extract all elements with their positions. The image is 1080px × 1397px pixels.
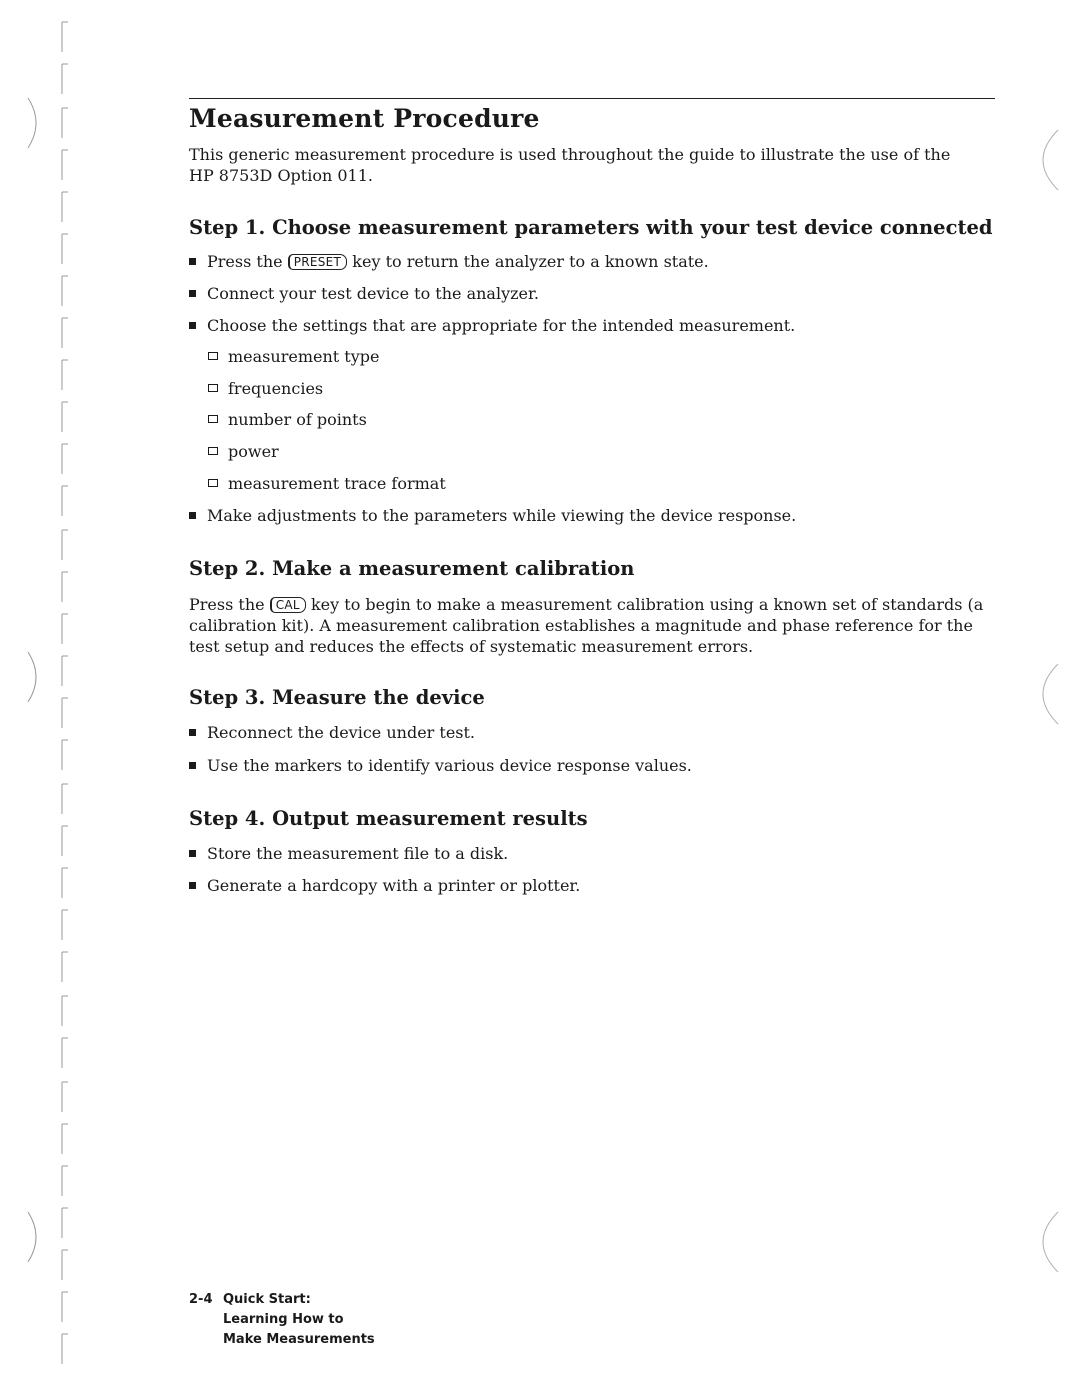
bullet-square-icon bbox=[189, 882, 196, 889]
bullet-text: Use the markers to identify various device response values. bbox=[207, 756, 692, 775]
page-footer bbox=[189, 1290, 375, 1350]
binder-hole-marks bbox=[1020, 0, 1080, 1397]
sub-item-power bbox=[208, 442, 279, 462]
bullet-square-icon bbox=[189, 512, 196, 519]
bullet-square-icon bbox=[189, 290, 196, 297]
bullet-text: Reconnect the device under test. bbox=[207, 723, 476, 742]
step3-bullet-markers bbox=[189, 756, 692, 776]
bullet-square-icon bbox=[189, 322, 196, 329]
bullet-text-post: key to return the analyzer to a known state. bbox=[352, 252, 709, 271]
footer-section: Quick Start: bbox=[223, 1292, 311, 1307]
cal-key: CAL bbox=[270, 597, 306, 613]
para-text-pre: Press the bbox=[189, 595, 265, 614]
step1-bullet-adjust bbox=[189, 506, 796, 526]
step3-heading: Step 3. Measure the device bbox=[189, 686, 485, 709]
intro-paragraph: This generic measurement procedure is used throughout the guide to illustrate the use of the HP 8753D Option 011. bbox=[189, 145, 951, 185]
footer-chapter-line2: Make Measurements bbox=[223, 1332, 375, 1347]
step4-bullet-store bbox=[189, 844, 508, 864]
page-number: 2-4 bbox=[189, 1292, 213, 1307]
sub-item-measurement-type bbox=[208, 347, 379, 367]
binder-margin-marks bbox=[0, 0, 80, 1397]
sub-item-number-of-points bbox=[208, 410, 367, 430]
hollow-square-icon bbox=[208, 447, 218, 455]
sub-item-text: frequencies bbox=[228, 379, 324, 398]
sub-item-frequencies bbox=[208, 379, 323, 399]
sub-item-text: measurement type bbox=[228, 347, 380, 366]
step1-bullet-settings bbox=[189, 316, 795, 336]
bullet-square-icon bbox=[189, 729, 196, 736]
bullet-text: Store the measurement file to a disk. bbox=[207, 844, 509, 863]
sub-item-trace-format bbox=[208, 474, 446, 494]
page-title: Measurement Procedure bbox=[189, 104, 540, 133]
title-rule bbox=[189, 98, 995, 99]
bullet-text: Make adjustments to the parameters while viewing the device response. bbox=[207, 506, 797, 525]
bullet-square-icon bbox=[189, 258, 196, 265]
footer-chapter-line1: Learning How to bbox=[223, 1312, 344, 1327]
step2-paragraph bbox=[189, 594, 989, 657]
hollow-square-icon bbox=[208, 384, 218, 392]
step3-bullet-reconnect bbox=[189, 723, 475, 743]
step2-heading: Step 2. Make a measurement calibration bbox=[189, 557, 635, 580]
step4-heading: Step 4. Output measurement results bbox=[189, 807, 588, 830]
bullet-square-icon bbox=[189, 850, 196, 857]
bullet-text: Generate a hardcopy with a printer or plotter. bbox=[207, 876, 581, 895]
sub-item-text: measurement trace format bbox=[228, 474, 446, 493]
para-text-post: key to begin to make a measurement calibration using a known set of standards (a calibration kit). A measurement calibration establishes a magnitude and phase reference for the test setup and reduces the effects of systematic measurement errors. bbox=[189, 595, 984, 656]
hollow-square-icon bbox=[208, 415, 218, 423]
step4-bullet-hardcopy bbox=[189, 876, 580, 896]
sub-item-text: power bbox=[228, 442, 279, 461]
hollow-square-icon bbox=[208, 352, 218, 360]
step1-bullet-connect bbox=[189, 284, 539, 304]
hollow-square-icon bbox=[208, 479, 218, 487]
bullet-text-pre: Press the bbox=[207, 252, 283, 271]
step1-heading: Step 1. Choose measurement parameters with your test device connected bbox=[189, 216, 993, 239]
step1-bullet-preset bbox=[189, 252, 709, 272]
bullet-text: Choose the settings that are appropriate for the intended measurement. bbox=[207, 316, 796, 335]
bullet-text: Connect your test device to the analyzer. bbox=[207, 284, 539, 303]
preset-key: PRESET bbox=[288, 254, 348, 270]
bullet-square-icon bbox=[189, 762, 196, 769]
sub-item-text: number of points bbox=[228, 410, 367, 429]
